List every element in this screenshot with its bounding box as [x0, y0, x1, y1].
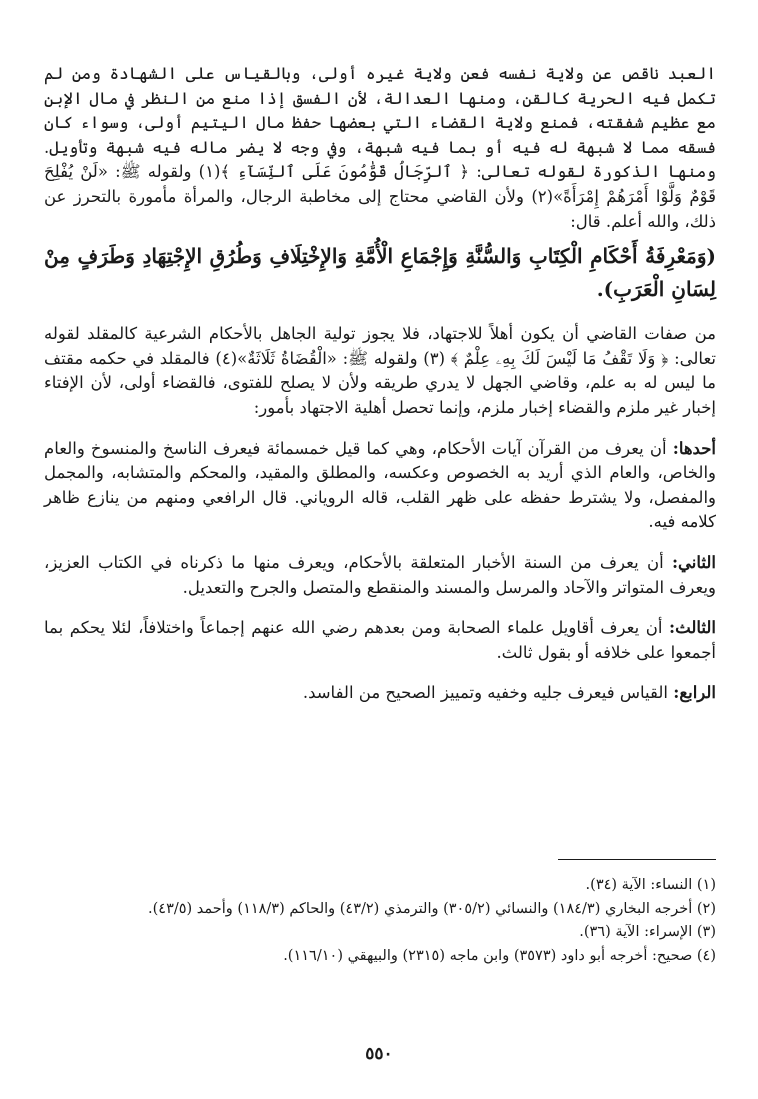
paragraph-ijtihad-requirement: من صفات القاضي أن يكون أهلاً للاجتهاد، فلا يجوز تولية الجاهل بالأحكام الشرعية كالمقلد لقوله تعالى: ﴿ وَلَا تَقْفُ مَا لَيْسَ لَكَ بِهِۦ عِلْمٌ ﴾ (٣) ولقوله ﷺ: «الْقُضَاةُ ثَلَاثَةٌ»(٤) فالمقلد في حكمه مقتف ما ليس له به علم، وقاضي الجهل لا يدري طريقه ولأن لا يصلح للفتوى، فالقضاء أولى، لأن الإفتاء إخبار غير ملزم والقضاء إخبار ملزم، وإنما تحصل أهلية الاجتهاد بأمور: [44, 324, 717, 417]
paragraph-fourth-condition [44, 681, 716, 706]
paragraph-second-condition [44, 551, 716, 600]
matn-text: (وَمَعْرِفَةُ أَحْكَامِ الْكِتَابِ وَالسُّنَّةِ وَإِجْمَاعِ الْأُمَّةِ وَالإِخْتِلَافِ وَطُرُقِ الإِجْتِهَادِ وَطَرَفٍ مِنْ لِسَانِ الْعَرَبِ). [44, 244, 716, 302]
paragraph-third-condition [44, 616, 716, 665]
third-condition-text: أن يعرف أقاويل علماء الصحابة ومن بعدهم رضي الله عنهم إجماعاً واختلافاً، لئلا يحكم بما أجمعوا على خلافه أو بقول ثالث. [44, 618, 716, 662]
paragraph-first-condition [44, 437, 716, 535]
page-number: ٥٥٠ [365, 1044, 393, 1064]
first-condition-text: أن يعرف من القرآن آيات الأحكام، وهي كما قيل خمسمائة فيعرف الناسخ والمنسوخ والعام والخاص، والعام الذي أريد به الخصوص وعكسه، والمطلق والمقيد، والمحكم والمتشابه، والمجمل والمفصل، ولا يشترط حفظه على ظهر القلب، قاله الروياني. قال الرافعي ومنهم من ينازع ظاهر كلامه فيه. [44, 438, 716, 532]
footnote-separator [558, 859, 716, 860]
paragraph-eligibility-conditions: العبد ناقص عن ولاية نفسه فعن ولاية غيره أولى، وبالقياس على الشهادة ومن لم تكمل فيه الحرية كالقن، ومنها العدالة، لأن الفسق إذا منع من النظر في مال الإبن مع عظيم شفقته، فمنع ولاية القضاء التي بعضها حفظ مال اليتيم أولى، وسواء كان فسقه مما لا شبهة له فيه أو بما فيه شبهة، وفي وجه لا يضر ماله فيه شبهة وتأويل. ومنها الذكورة لقوله تعالى: ﴿ ٱلرِّجَالُ قَوَّٰمُونَ عَلَى ٱلنِّسَآءِ ﴾(١) ولقوله ﷺ: «لَنْ يُفْلِحَ قَوْمٌ وَلَّوْا أَمْرَهُمْ إِمْرَأَةً»(٢) ولأن القاضي محتاج إلى مخاطبة الرجال، والمرأة مأمورة بالتحرز عن ذلك، والله أعلم. قال: [44, 64, 717, 231]
first-condition-label: أحدها: [672, 438, 716, 458]
footnote-2: (٢) أخرجه البخاري (١٨٤/٣) والنسائي (٣٠٥/٢) والترمذي (٤٣/٢) والحاكم (١١٨/٣) وأحمد (٤٣/٥). [148, 900, 716, 917]
page-body [44, 62, 716, 706]
footnotes [44, 874, 716, 968]
footnote-4: (٤) صحيح: أخرجه أبو داود (٣٥٧٣) وابن ماجه (٢٣١٥) والبيهقي (١١٦/١٠). [283, 947, 716, 964]
second-condition-text: أن يعرف من السنة الأخبار المتعلقة بالأحكام، ويعرف منها ما ذكرناه في الكتاب العزيز، ويعرف المتواتر والآحاد والمرسل والمسند والمنقطع والمتصل والجرح والتعديل. [44, 552, 716, 597]
third-condition-label: الثالث: [669, 618, 716, 638]
fourth-condition-text: القياس فيعرف جليه وخفيه وتمييز الصحيح من الفاسد. [302, 683, 674, 703]
second-condition-label: الثاني: [671, 552, 716, 572]
footnote-1: (١) النساء: الآية (٣٤). [585, 877, 716, 893]
fourth-condition-label: الرابع: [673, 683, 716, 703]
footnote-3: (٣) الإسراء: الآية (٣٦). [579, 924, 716, 940]
